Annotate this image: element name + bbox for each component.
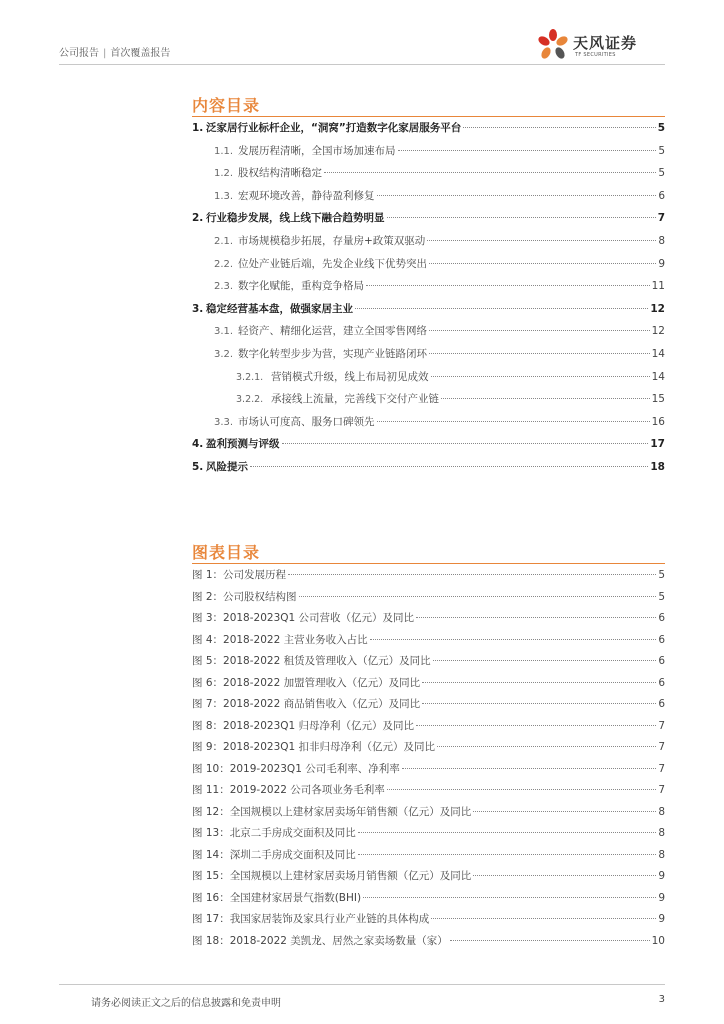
toc-entry[interactable] [192, 436, 665, 459]
toc-entry-title: 营销模式升级，线上布局初见成效 [271, 370, 429, 383]
toc-entry-number: 1. [192, 122, 204, 134]
toc-entry[interactable] [192, 369, 665, 392]
toc-entry-number: 3.2. [214, 348, 234, 360]
toc-title-underline [192, 116, 665, 117]
toc-entry[interactable] [192, 188, 665, 211]
toc-entry-page: 14 [651, 347, 665, 360]
toc-dot-leader [250, 466, 648, 467]
footer-disclaimer: 请务必阅读正文之后的信息披露和免责申明 [91, 998, 281, 1009]
toc-entry-number: 4. [192, 438, 204, 451]
figure-entry-title: 图 14：深圳二手房成交面积及同比 [192, 848, 356, 861]
report-category: 公司报告 [59, 48, 99, 59]
toc-dot-leader [427, 240, 656, 241]
toc-dot-leader [282, 443, 649, 444]
toc-entry-number: 2.3. [214, 281, 234, 293]
figure-entry-title: 图 12：全国规模以上建材家居卖场年销售额（亿元）及同比 [192, 805, 472, 818]
figure-entry-title: 图 13：北京二手房成交面积及同比 [192, 827, 356, 839]
report-type [59, 44, 170, 59]
toc-dot-leader [398, 150, 657, 151]
toc-dot-leader [324, 172, 656, 173]
page-number: 3 [658, 994, 665, 1005]
toc-entry[interactable] [192, 459, 665, 482]
toc-entry-page: 12 [651, 325, 665, 338]
figure-entry[interactable] [192, 653, 665, 675]
toc-entry[interactable] [192, 165, 665, 188]
figure-entry-title: 图 8：2018-2023Q1 归母净利（亿元）及同比 [192, 719, 415, 732]
figure-entry[interactable] [192, 632, 665, 654]
toc-entry-number: 5. [192, 460, 204, 473]
toc-entry-page: 14 [651, 370, 665, 383]
toc-entry[interactable] [192, 323, 665, 346]
toc-dot-leader [429, 263, 656, 264]
figure-dot-leader [402, 768, 657, 769]
figure-dot-leader [450, 940, 650, 941]
toc-entry-title: 发展历程清晰，全国市场加速布局 [238, 144, 396, 157]
toc-entry-page: 8 [658, 234, 665, 247]
figure-entry-page: 8 [658, 848, 665, 861]
toc-entry[interactable] [192, 414, 665, 437]
toc-entry-title: 行业稳步发展，线上线下融合趋势明显 [206, 212, 385, 225]
toc-entry[interactable] [192, 346, 665, 369]
toc-entry-title: 风险提示 [206, 460, 248, 473]
toc-entry-page: 5 [657, 122, 665, 134]
toc-entry-title: 位处产业链后端，先发企业线下优势突出 [238, 257, 427, 270]
figure-entry[interactable] [192, 696, 665, 718]
toc-entry-page: 7 [657, 212, 665, 225]
footer-divider [59, 984, 665, 985]
toc-entry-page: 5 [658, 167, 665, 180]
toc-entry[interactable] [192, 278, 665, 301]
figure-entry-title: 图 9：2018-2023Q1 扣非归母净利（亿元）及同比 [192, 741, 436, 753]
figure-entry-page: 7 [658, 719, 665, 732]
toc-entry-number: 3.2.1. [236, 371, 264, 383]
figure-entry-page: 10 [651, 934, 665, 947]
toc-entry-page: 17 [650, 438, 665, 451]
figure-entry-page: 7 [658, 762, 665, 775]
figure-entry-page: 6 [658, 655, 665, 667]
figure-entry-page: 6 [658, 612, 665, 624]
logo-english-name: TF SECURITIES [575, 52, 616, 58]
toc-entry-number: 3.3. [214, 416, 234, 428]
figure-dot-leader [363, 897, 656, 898]
toc-entry-number: 2. [192, 212, 204, 225]
toc-entry-number: 3.1. [214, 326, 234, 338]
toc-entry-title: 市场认可度高、服务口碑领先 [238, 415, 375, 428]
figure-entry[interactable] [192, 782, 665, 804]
figure-entry[interactable] [192, 675, 665, 697]
toc-entry-title: 市场规模稳步拓展，存量房+政策双驱动 [238, 234, 426, 247]
figure-dot-leader [416, 617, 656, 618]
toc-entry-number: 1.2. [214, 168, 234, 180]
figure-entry-title: 图 17：我国家居装饰及家具行业产业链的具体构成 [192, 913, 430, 925]
toc-entry[interactable] [192, 256, 665, 279]
toc-entry-title: 承接线上流量，完善线下交付产业链 [271, 393, 439, 406]
toc-dot-leader [463, 127, 655, 128]
figure-entry-title: 图 2：公司股权结构图 [192, 590, 297, 603]
figure-entry-page: 5 [658, 590, 665, 603]
toc-entry-title: 数字化转型步步为营，实现产业链路闭环 [238, 347, 427, 360]
figure-entry[interactable] [192, 911, 665, 933]
toc-entry-page: 5 [658, 144, 665, 157]
toc-entry-page: 11 [651, 280, 665, 293]
figure-entry-page: 9 [658, 870, 665, 882]
toc-entry-page: 6 [658, 189, 665, 202]
figure-entry-title: 图 7：2018-2022 商品销售收入（亿元）及同比 [192, 698, 421, 710]
figure-entry[interactable] [192, 868, 665, 890]
figure-entry[interactable] [192, 890, 665, 912]
toc-entry[interactable] [192, 120, 665, 143]
figure-dot-leader [358, 854, 657, 855]
figure-dot-leader [422, 682, 656, 683]
toc-entry-number: 3. [192, 302, 204, 315]
figure-dot-leader [433, 660, 657, 661]
toc-dot-leader [377, 195, 657, 196]
toc-entry[interactable] [192, 391, 665, 414]
figure-dot-leader [431, 918, 656, 919]
toc-entry-page: 9 [658, 257, 665, 270]
figures-title: 图表目录 [192, 543, 261, 562]
toc-dot-leader [387, 217, 656, 218]
figures-title-underline [192, 563, 665, 564]
toc-entry-number: 1.1. [214, 145, 234, 157]
toc-entry[interactable] [192, 301, 665, 324]
figure-dot-leader [437, 746, 656, 747]
toc-entry-title: 泛家居行业标杆企业，“洞窝”打造数字化家居服务平台 [206, 122, 462, 134]
figure-entry-page: 8 [658, 805, 665, 818]
figure-entry-title: 图 1：公司发展历程 [192, 569, 287, 581]
figure-entry[interactable] [192, 739, 665, 761]
toc-entry-page: 15 [651, 393, 665, 406]
figure-dot-leader [299, 596, 657, 597]
header-separator: | [103, 48, 107, 59]
toc-entry-title: 宏观环境改善，静待盈利修复 [238, 189, 375, 202]
figure-entry-page: 6 [658, 676, 665, 689]
toc-entry-title: 盈利预测与评级 [206, 438, 280, 451]
toc-entry-title: 数字化赋能，重构竞争格局 [238, 280, 364, 293]
toc-title: 内容目录 [192, 96, 261, 115]
figure-dot-leader [473, 811, 656, 812]
figure-dot-leader [370, 639, 657, 640]
toc-entry-title: 轻资产、精细化运营，建立全国零售网络 [238, 325, 427, 338]
toc-entry[interactable] [192, 233, 665, 256]
figure-entry-title: 图 4：2018-2022 主营业务收入占比 [192, 633, 368, 646]
toc-entry[interactable] [192, 143, 665, 166]
figure-dot-leader [358, 832, 657, 833]
figure-dot-leader [288, 574, 656, 575]
toc-entry-number: 2.1. [214, 235, 234, 247]
report-subtype: 首次覆盖报告 [110, 48, 171, 59]
figure-entry-page: 7 [658, 741, 665, 753]
toc-dot-leader [429, 330, 650, 331]
toc-entry-title: 股权结构清晰稳定 [238, 167, 322, 180]
logo-mark-icon [535, 28, 571, 64]
toc-dot-leader [377, 421, 650, 422]
figure-dot-leader [473, 875, 656, 876]
figure-entry-title: 图 15：全国规模以上建材家居卖场月销售额（亿元）及同比 [192, 870, 472, 882]
toc-entry-number: 2.2. [214, 258, 234, 270]
toc-dot-leader [431, 376, 650, 377]
toc-dot-leader [441, 398, 650, 399]
figure-entry[interactable] [192, 804, 665, 826]
figure-dot-leader [387, 789, 657, 790]
toc-dot-leader [355, 308, 648, 309]
figure-entry-page: 6 [658, 698, 665, 710]
figure-entry-page: 9 [658, 891, 665, 904]
figure-entry-title: 图 10：2019-2023Q1 公司毛利率、净利率 [192, 762, 400, 775]
figure-entry-page: 8 [658, 827, 665, 839]
logo-chinese-name: 天风证券 [573, 34, 638, 52]
toc-entry[interactable] [192, 210, 665, 233]
toc-entry-title: 稳定经营基本盘，做强家居主业 [206, 302, 353, 315]
toc-entry-number: 1.3. [214, 190, 234, 202]
toc-entry-number: 3.2.2. [236, 394, 264, 406]
figure-entry-page: 7 [658, 784, 665, 796]
page-header [59, 36, 665, 66]
toc-dot-leader [366, 285, 650, 286]
figure-entry[interactable] [192, 610, 665, 632]
toc-entry-page: 18 [650, 460, 665, 473]
figure-entry-title: 图 16：全国建材家居景气指数(BHI) [192, 891, 362, 904]
toc-entry-page: 12 [650, 302, 665, 315]
company-logo [535, 28, 665, 64]
header-divider [59, 64, 665, 65]
figure-entry[interactable] [192, 718, 665, 740]
figure-entry-title: 图 18：2018-2022 美凯龙、居然之家卖场数量（家） [192, 934, 448, 947]
figure-entry-title: 图 6：2018-2022 加盟管理收入（亿元）及同比 [192, 676, 421, 689]
toc-entry-page: 16 [651, 415, 665, 428]
figure-entry-title: 图 3：2018-2023Q1 公司营收（亿元）及同比 [192, 612, 415, 624]
toc-dot-leader [429, 353, 650, 354]
figure-entry[interactable] [192, 589, 665, 611]
figure-entry-title: 图 5：2018-2022 租赁及管理收入（亿元）及同比 [192, 655, 431, 667]
figure-entry[interactable] [192, 933, 665, 955]
list-of-figures [192, 567, 665, 954]
figure-entry-title: 图 11：2019-2022 公司各项业务毛利率 [192, 784, 385, 796]
figure-entry[interactable] [192, 847, 665, 869]
figure-entry-page: 5 [658, 569, 665, 581]
figure-entry-page: 6 [658, 633, 665, 646]
figure-dot-leader [416, 725, 656, 726]
figure-entry[interactable] [192, 761, 665, 783]
figure-entry[interactable] [192, 825, 665, 847]
figure-dot-leader [422, 703, 656, 704]
figure-entry-page: 9 [658, 913, 665, 925]
figure-entry[interactable] [192, 567, 665, 589]
table-of-contents [192, 120, 665, 482]
